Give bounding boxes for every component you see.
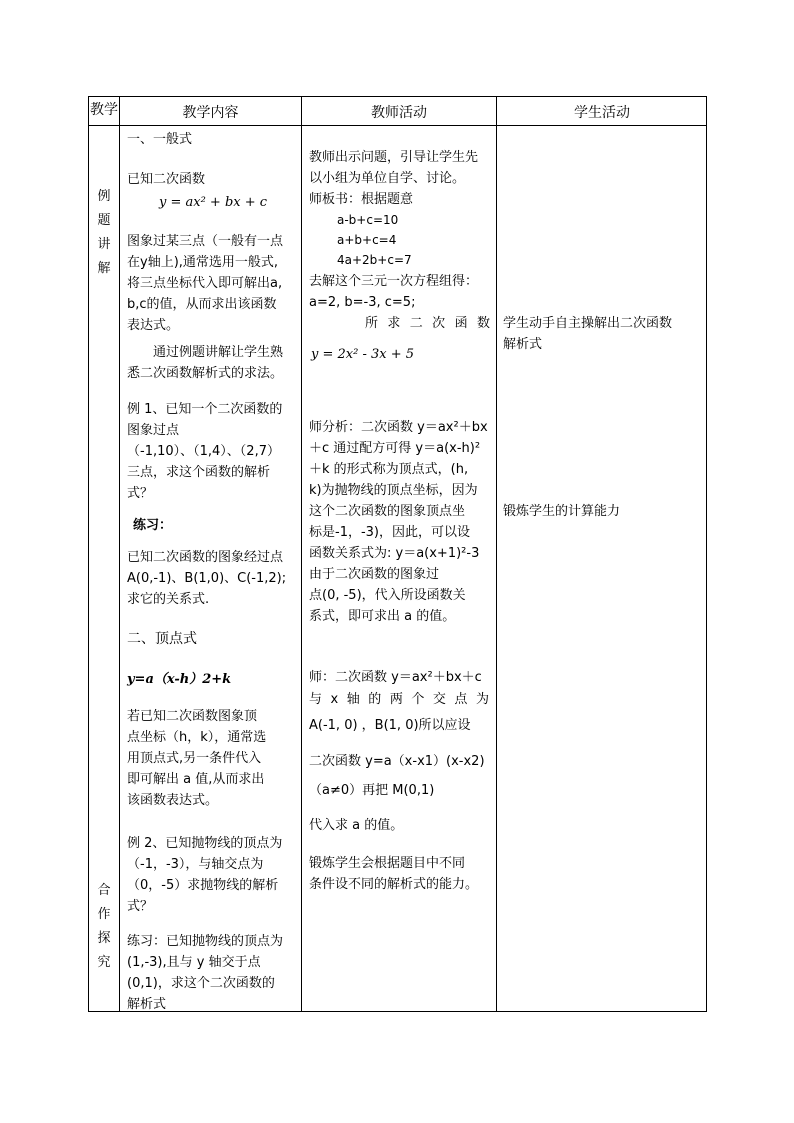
side-label-example: 例 题 讲 解: [97, 189, 111, 276]
teacher-goal: 锻炼学生会根据题目中不同 条件设不同的解析式的能力。: [309, 856, 479, 892]
header-col-content: 教学内容: [182, 104, 239, 121]
teacher-result-label: 所 求 二 次 函 数: [365, 316, 490, 331]
equation-system: a-b+c=10 a+b+c=4 4a+2b+c=7: [337, 213, 412, 267]
teacher-intercept-1: 师：二次函数 y＝ax²＋bx＋c: [309, 670, 482, 685]
teacher-analysis: 师分析：二次函数 y＝ax²＋bx ＋c 通过配方可得 y＝a(x-h)² ＋k 的形式称为顶点式，(h, k)为抛物线的顶点坐标，因为 这个二次函数的图象顶点坐 标是-1，-3)，因此，可以设 函数关系式为: y＝a(x+1)²-3 由于二次函数的图象过 点(0, -5)，代入所设函数关 系式，即可求出 a 的值。: [309, 420, 488, 624]
column-divider: [119, 97, 120, 1011]
practice-2: 练习：已知抛物线的顶点为 (1,-3),且与 y 轴交于点 (0,1)，求这个二次函数的 解析式: [127, 934, 284, 1012]
practice-title: 练习：: [133, 518, 173, 533]
teacher-intercept-6: 代入求 a 的值。: [309, 818, 404, 833]
practice-1: 已知二次函数的图象经过点 A(0,-1)、B(1,0)、C(-1,2); 求它的关系式.: [127, 550, 287, 607]
teacher-intercept-3: A(-1, 0) ，B(1, 0)所以应设: [309, 718, 471, 733]
lesson-plan-table: [88, 96, 707, 1012]
teacher-board: 师板书：根据题意: [309, 192, 414, 207]
paragraph-general-form: 图象过某三点（一般有一点 在y轴上),通常选用一般式, 将三点坐标代入即可解出a, b,c的值，从而求出该函数 表达式。: [127, 234, 284, 333]
formula-general: y = ax² + bx + c: [159, 195, 268, 210]
example-1: 例 1、已知一个二次函数的 图象过点 （-1,10）、（1,4）、（2,7） 三点，求这个函数的解析 式？: [127, 402, 283, 501]
teacher-solution: 去解这个三元一次方程组得： a=2, b=-3, c=5;: [309, 274, 479, 310]
teacher-intro: 教师出示问题，引导让学生先 以小组为单位自学、讨论。: [309, 150, 479, 186]
header-col-section: 教学: [90, 102, 118, 118]
paragraph: 已知二次函数: [127, 172, 206, 187]
student-activity-2: 锻炼学生的计算能力: [503, 504, 621, 519]
paragraph-vertex-form: 若已知二次函数图象顶 点坐标（h，k），通常选 用顶点式,另一条件代入 即可解出 a 值,从而求出 该函数表达式。: [127, 709, 267, 808]
header-col-student: 学生活动: [574, 104, 630, 121]
column-divider: [301, 97, 302, 1011]
teacher-intercept-4: 二次函数 y=a（x-x1）(x-x2): [309, 754, 485, 769]
teacher-intercept-2: 与 x 轴 的 两 个 交 点 为: [309, 692, 489, 707]
heading-vertex-form: 二、顶点式: [127, 631, 197, 647]
student-activity-1: 学生动手自主操解出二次函数 解析式: [503, 316, 673, 352]
example-2: 例 2、已知抛物线的顶点为 （-1，-3），与轴交点为 （0，-5）求抛物线的解析 式？: [127, 836, 283, 914]
header-col-teacher: 教师活动: [371, 104, 427, 121]
column-divider: [496, 97, 497, 1011]
formula-result: y = 2x² - 3x + 5: [311, 347, 415, 362]
paragraph-summary: 通过例题讲解让学生熟 悉二次函数解析式的求法。: [127, 345, 284, 381]
heading-general-form: 一、一般式: [127, 132, 193, 147]
side-label-explore: 合 作 探 究: [97, 883, 111, 970]
formula-vertex: y=a（x-h）2+k: [127, 672, 232, 687]
teacher-intercept-5: （a≠0）再把 M(0,1): [309, 783, 435, 798]
